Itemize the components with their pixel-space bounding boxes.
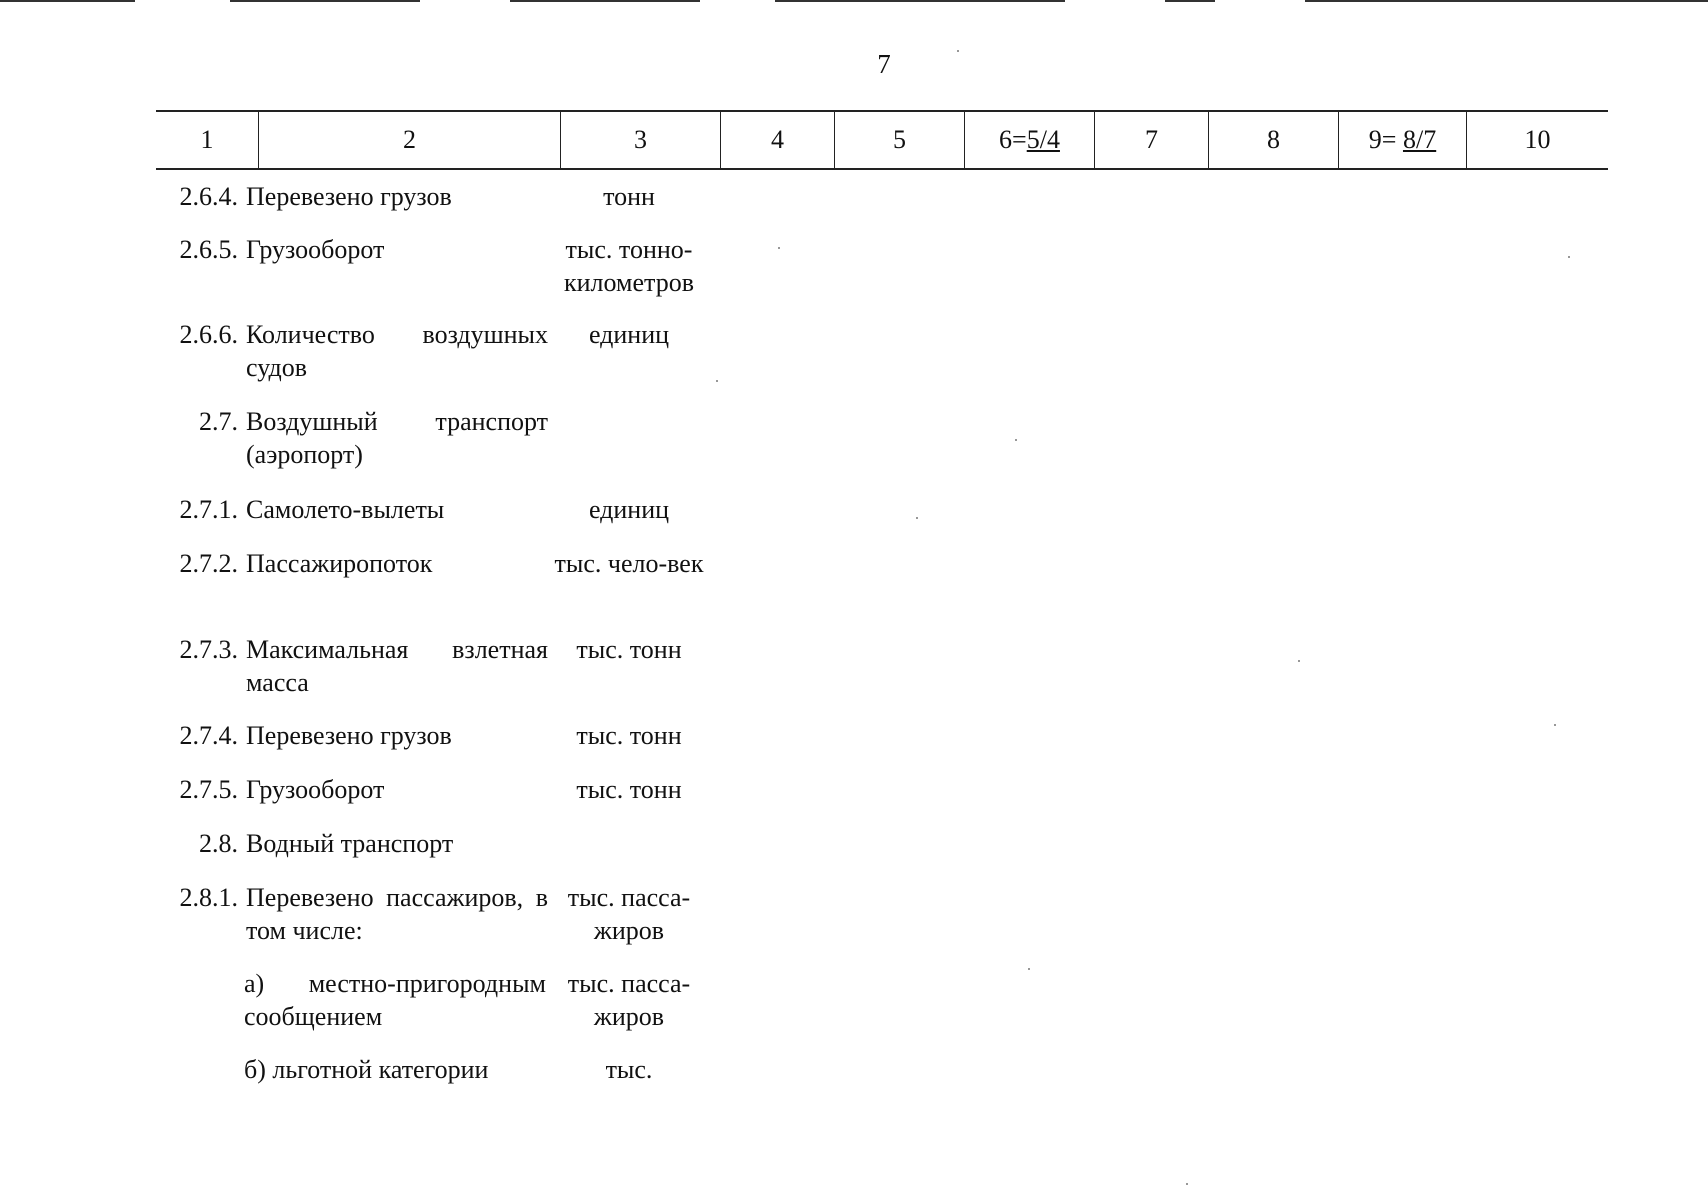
scan-edge-line — [1165, 0, 1215, 2]
table-row — [156, 827, 716, 867]
table-row — [156, 180, 716, 220]
row-name: Максимальная взлетная масса — [246, 635, 548, 697]
table-row — [156, 1053, 716, 1093]
header-col-4: 4 — [720, 112, 834, 168]
row-number: 2.6.4. — [179, 182, 238, 211]
scan-speck — [778, 247, 780, 249]
header-col-8: 8 — [1208, 112, 1338, 168]
table-row — [156, 719, 716, 759]
row-unit: единиц — [588, 495, 670, 524]
row-number: 2.8. — [199, 829, 238, 858]
header-col-6-formula: 5/4 — [1026, 125, 1060, 154]
row-number: 2.7.4. — [179, 721, 238, 750]
scan-speck — [1554, 724, 1556, 726]
table-row — [156, 967, 716, 1037]
scan-speck — [916, 517, 918, 519]
row-number: 2.6.5. — [179, 235, 238, 264]
row-name: Перевезено грузов — [246, 182, 452, 211]
row-unit: тыс. — [605, 1055, 653, 1084]
row-name: Грузооборот — [246, 775, 385, 804]
header-col-10: 10 — [1466, 112, 1608, 168]
row-unit: тыс. тонно-километров — [564, 235, 694, 297]
row-name: Грузооборот — [246, 235, 385, 264]
row-unit: тыс. пасса-жиров — [567, 883, 691, 945]
row-name: Пассажиропоток — [246, 549, 433, 578]
row-unit: тыс. пасса-жиров — [567, 969, 691, 1031]
row-name: Перевезено грузов — [246, 721, 452, 750]
scan-edge-line — [230, 0, 420, 2]
row-name: б) льготной категории — [244, 1055, 489, 1084]
scan-speck — [1186, 1183, 1188, 1185]
row-number: 2.7. — [199, 407, 238, 436]
table-row — [156, 318, 716, 388]
row-name: а) местно-пригородным сообщением — [244, 969, 546, 1031]
scan-speck — [957, 50, 959, 52]
table-row — [156, 547, 716, 617]
scan-edge-line — [510, 0, 700, 2]
header-col-2: 2 — [258, 112, 560, 168]
scan-speck — [1028, 968, 1030, 970]
table-row — [156, 405, 716, 475]
header-col-9 — [1338, 112, 1466, 168]
row-name: Самолето-вылеты — [246, 495, 445, 524]
row-unit: единиц — [588, 320, 670, 349]
row-unit: тыс. тонн — [576, 635, 682, 664]
row-unit: тыс. тонн — [576, 721, 682, 750]
row-number: 2.6.6. — [179, 320, 238, 349]
table-header — [156, 110, 1608, 170]
header-col-7: 7 — [1094, 112, 1208, 168]
row-name: Водный транспорт — [246, 829, 454, 858]
page-number: 7 — [877, 49, 891, 79]
scan-edge-line — [1305, 0, 1708, 2]
table-row — [156, 881, 716, 951]
row-name: Количество воздушных судов — [246, 320, 548, 382]
row-name: Воздушный транспорт (аэропорт) — [246, 407, 548, 469]
header-col-6 — [964, 112, 1094, 168]
header-col-9-formula: 8/7 — [1402, 125, 1437, 154]
table-row — [156, 633, 716, 703]
row-number: 2.7.5. — [179, 775, 238, 804]
row-number: 2.8.1. — [179, 883, 238, 912]
row-unit: тыс. тонн — [576, 775, 682, 804]
header-col-9-prefix: 9= — [1368, 125, 1403, 154]
header-col-3: 3 — [560, 112, 720, 168]
table-row — [156, 773, 716, 813]
scan-edge-line — [775, 0, 1065, 2]
row-number: 2.7.2. — [179, 549, 238, 578]
scan-speck — [1298, 660, 1300, 662]
header-col-5: 5 — [834, 112, 964, 168]
row-number: 2.7.3. — [179, 635, 238, 664]
row-unit: тыс. чело-век — [554, 549, 704, 578]
scan-edge-line — [0, 0, 135, 2]
header-col-1: 1 — [200, 125, 214, 154]
table-row — [156, 493, 716, 533]
table-row — [156, 233, 716, 303]
row-number: 2.7.1. — [179, 495, 238, 524]
scan-speck — [716, 380, 718, 382]
header-col-6-prefix: 6= — [999, 125, 1027, 154]
row-unit: тонн — [603, 182, 655, 211]
row-name: Перевезено пассажиров, в том числе: — [246, 883, 548, 945]
scan-speck — [1015, 439, 1017, 441]
scan-speck — [1568, 256, 1570, 258]
